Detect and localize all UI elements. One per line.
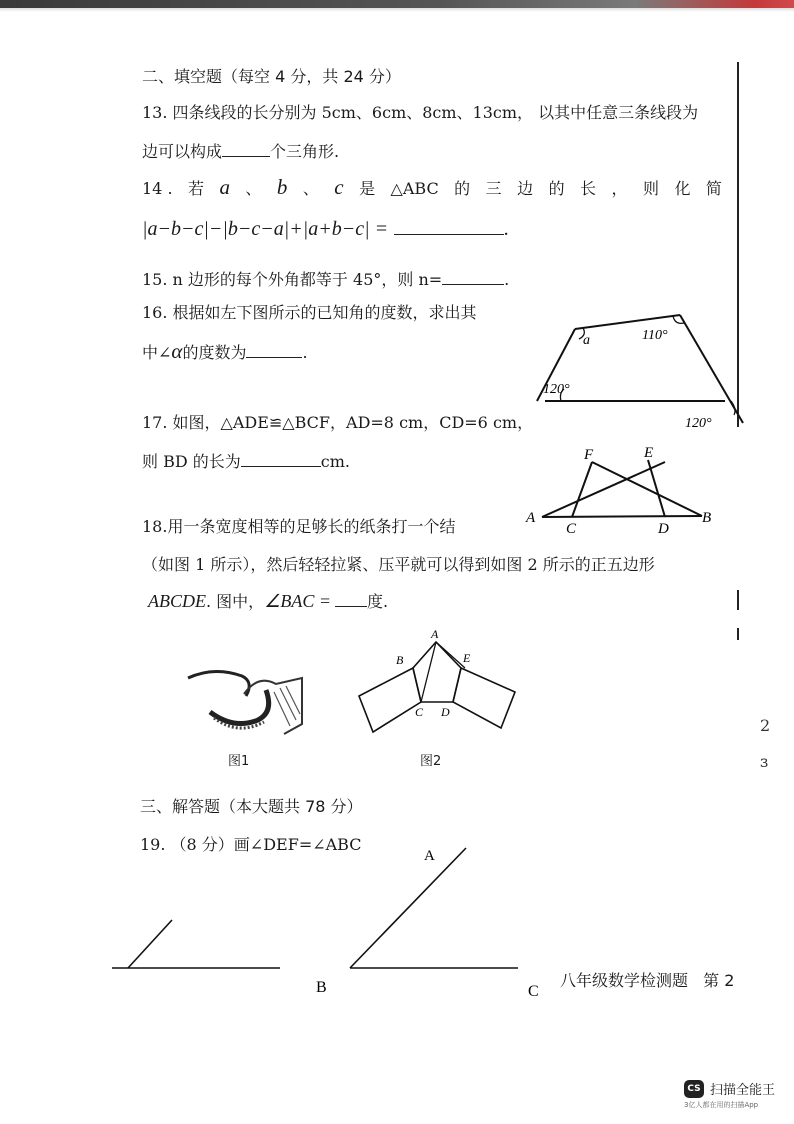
q14-answer-blank[interactable]: [394, 218, 504, 235]
q17-label-f: F: [584, 447, 594, 463]
q16-label-120-left: 120°: [543, 382, 570, 397]
q15-answer-blank[interactable]: [442, 268, 504, 285]
q18-answer-blank[interactable]: [335, 590, 367, 607]
q16-end: .: [302, 343, 308, 362]
scanner-tagline: 3亿人都在用的扫描App: [684, 1101, 759, 1109]
q14-char: 三: [485, 179, 502, 198]
q18-figure1-caption: 图1: [228, 754, 250, 769]
section2-heading: 二、填空题（每空 4 分，共 24 分）: [142, 67, 401, 86]
q14-char: 若: [187, 179, 204, 198]
q18-knot-strip-lower: [210, 690, 269, 724]
q16-alpha: α: [171, 339, 183, 363]
q14-var-a: a: [219, 175, 230, 199]
q14-line1: [142, 176, 722, 200]
q18-knot-hatch: [274, 686, 300, 726]
page-right-border-lower2: [737, 628, 739, 640]
q13-answer-blank[interactable]: [222, 140, 270, 157]
q19-ray-ba: [350, 848, 466, 968]
scan-top-shadow: [0, 8, 794, 12]
q18-figure2-pentagon: [355, 624, 525, 740]
q16-line2: [142, 340, 308, 364]
edge-mark: 2: [760, 716, 771, 735]
q18-strip-left: [359, 668, 421, 732]
q16-label-110: 110°: [642, 328, 668, 343]
q13-line2b: 个三角形.: [270, 142, 340, 161]
footer-title: [560, 968, 734, 991]
q19-ray-ed: [128, 920, 172, 968]
q14-char: 的: [454, 179, 471, 198]
q14-triangle: △ABC: [390, 179, 439, 198]
q17-label-d: D: [658, 521, 669, 534]
q19-label-c: C: [528, 983, 539, 1000]
q16-figure: [535, 305, 745, 435]
q18-line3b: . 图中，: [206, 592, 265, 611]
q18-fig2-label-e: E: [463, 651, 471, 665]
q18-angle-bac: ∠BAC =: [264, 591, 331, 611]
q13-line2a: 边可以构成: [142, 142, 223, 161]
q13-line1: 13. 四条线段的长分别为 5cm、6cm、8cm、13cm， 以其中任意三条线段为: [142, 103, 699, 122]
q16-label-alpha: a: [583, 333, 590, 348]
q14-end: .: [504, 218, 510, 240]
q18-line3: [148, 590, 388, 613]
q17-line2: [142, 450, 350, 473]
q19-figure: [108, 840, 548, 1000]
q19-line: 19. （8 分）画∠DEF=∠ABC: [140, 835, 362, 854]
q14-char: 边: [517, 179, 534, 198]
scanner-name: 扫描全能王: [710, 1083, 776, 1098]
q18-pentagon: [413, 642, 461, 702]
q18-strip-right: [453, 668, 515, 728]
q14-char: 则: [642, 179, 659, 198]
q18-pentagon-name: ABCDE: [148, 591, 206, 611]
q18-line1: 18.用一条宽度相等的足够长的纸条打一个结: [142, 517, 456, 536]
q17-label-c: C: [566, 521, 577, 534]
q16-label-120-right: 120°: [685, 416, 712, 431]
q16-line2a: 中∠: [142, 343, 172, 362]
q17-label-b: B: [702, 510, 712, 526]
page-right-border-lower: [737, 590, 739, 610]
q13-line2: [142, 140, 339, 163]
edge-mark: ɜ: [760, 752, 769, 771]
q18-fig2-label-a: A: [431, 627, 439, 641]
q14-char: 、: [245, 179, 262, 198]
q17-segment-ea: [542, 460, 648, 517]
scanner-logo-icon: CS: [684, 1080, 704, 1098]
q14-var-b: b: [276, 175, 288, 199]
q14-char: 简: [705, 179, 722, 198]
q14-expr-text: |a−b−c|−|b−c−a|+|a+b−c| =: [142, 218, 389, 240]
q19-label-b: B: [316, 979, 327, 996]
footer-page: 第 2: [703, 971, 735, 990]
q16-top-edge: [575, 315, 680, 329]
q18-fig2-label-b: B: [396, 653, 404, 667]
section3-heading: 三、解答题（本大题共 78 分）: [140, 797, 363, 816]
q14-var-c: c: [334, 175, 344, 199]
q17-segment-ae: [542, 460, 647, 517]
q18-figure2-caption: 图2: [420, 754, 442, 769]
q18-knot-strip-top: [188, 671, 249, 696]
q14-char: 化: [674, 179, 691, 198]
q18-line2: （如图 1 所示），然后轻轻拉紧、压平就可以得到如图 2 所示的正五边形: [142, 555, 655, 574]
q16-answer-blank[interactable]: [246, 341, 302, 358]
q16-line1: 16. 根据如左下图所示的已知角的度数，求出其: [142, 303, 477, 322]
q14-char: 、: [302, 179, 319, 198]
q17-segment-fc: [572, 462, 592, 517]
q18-line3d: 度.: [366, 592, 389, 611]
q14-char: 的: [548, 179, 565, 198]
q14-char: ，: [611, 179, 628, 198]
scan-top-edge: [0, 0, 794, 8]
scanner-watermark: [684, 1079, 775, 1098]
footer-title-text: 八年级数学检测题: [560, 971, 689, 990]
q17-segment-ed: [648, 460, 665, 517]
q18-fig2-label-d: D: [441, 705, 450, 719]
q14-char: 长: [580, 179, 597, 198]
q16-line2b: 的度数为: [182, 343, 247, 362]
q18-fig2-label-c: C: [415, 705, 424, 719]
q17-line1: 17. 如图，△ADE≌△BCF，AD=8 cm，CD=6 cm，: [142, 413, 534, 432]
q14-char: 是: [359, 179, 376, 198]
q17-answer-blank[interactable]: [241, 450, 321, 467]
q17-segment-ab: [542, 516, 702, 517]
q15-end: .: [504, 270, 510, 289]
q14-num: 14 .: [142, 179, 173, 198]
q17-figure: [522, 442, 718, 534]
q16-right-edge: [680, 315, 743, 423]
q18-strip-top: [436, 642, 465, 668]
q17-label-a: A: [526, 510, 536, 526]
q17-label-e: E: [644, 445, 654, 461]
q15-text: 15. n 边形的每个外角都等于 45°，则 n=: [142, 270, 443, 289]
q18-figure1-knot: [184, 660, 310, 742]
q14-expression: [142, 218, 509, 241]
q17-line2a: 则 BD 的长为: [142, 452, 241, 471]
q19-label-a: A: [424, 848, 435, 864]
q15-line: [142, 268, 509, 291]
q17-line2b: cm.: [320, 452, 350, 471]
